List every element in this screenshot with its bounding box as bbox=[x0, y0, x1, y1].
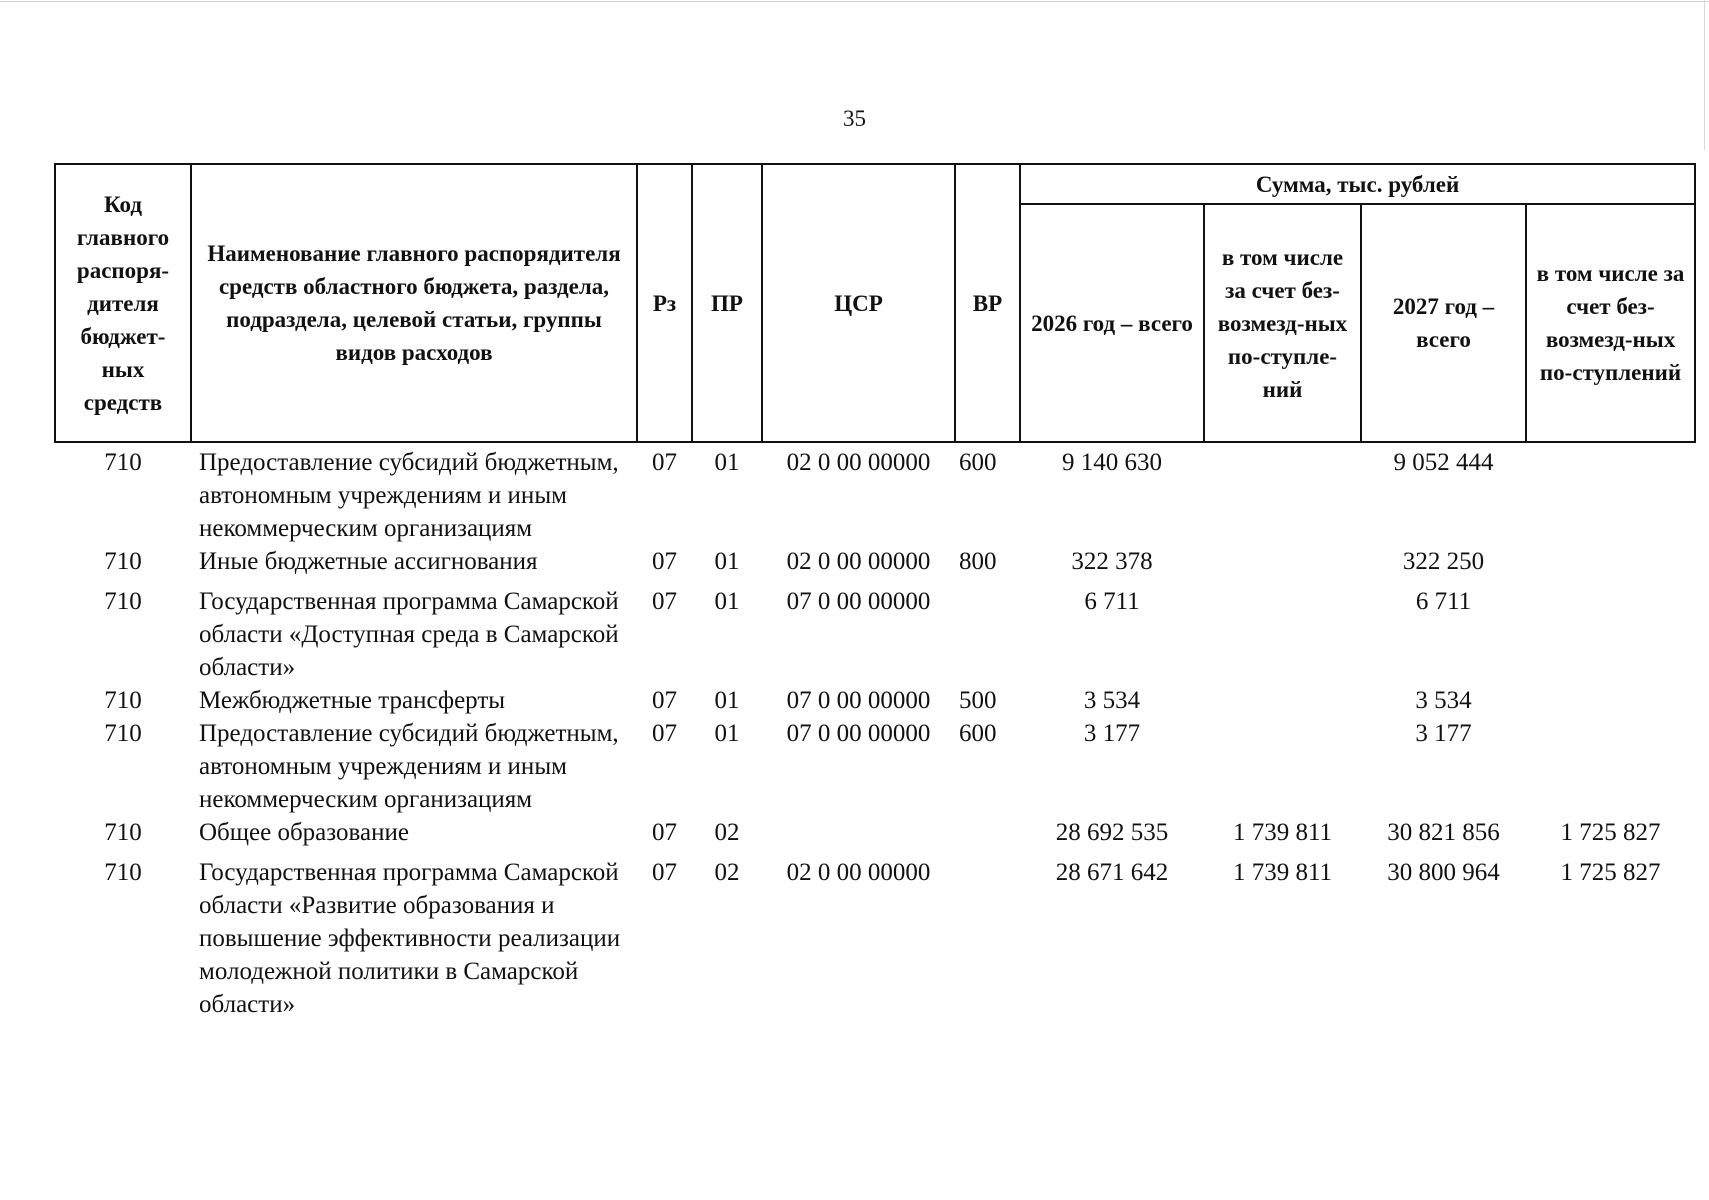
row-name: Государственная программа Самарской области «Доступная среда в Самарской области» bbox=[199, 588, 619, 681]
table-row bbox=[55, 545, 1695, 578]
row-rz: 07 bbox=[652, 687, 677, 714]
row-name: Государственная программа Самарской области «Развитие образования и повышение эффективности реализации молодежной политики в Самарской области» bbox=[199, 859, 621, 1018]
row-code: 710 bbox=[104, 687, 142, 714]
row-code: 710 bbox=[104, 819, 142, 846]
scan-top-edge bbox=[0, 1, 1709, 2]
row-2026-grants bbox=[1204, 684, 1361, 717]
row-rz: 07 bbox=[652, 720, 677, 747]
header-pr: ПР bbox=[692, 164, 762, 442]
row-2027-total: 30 800 964 bbox=[1387, 859, 1500, 886]
row-2026-grants bbox=[1204, 578, 1361, 684]
row-2027-grants bbox=[1526, 545, 1695, 578]
row-vr bbox=[955, 816, 1020, 849]
row-2026-total: 28 671 642 bbox=[1055, 859, 1169, 886]
row-name: Межбюджетные трансферты bbox=[199, 687, 506, 714]
row-2026-total: 3 177 bbox=[1083, 720, 1141, 747]
row-code: 710 bbox=[104, 449, 142, 476]
row-2027-grants: 1 725 827 bbox=[1560, 819, 1661, 846]
table-row bbox=[55, 717, 1695, 816]
table-row bbox=[55, 442, 1695, 545]
row-pr: 01 bbox=[714, 588, 740, 615]
header-2026-grants: в том числе за счет без-возмезд-ных по-ступле-ний bbox=[1204, 204, 1361, 442]
row-rz: 07 bbox=[652, 449, 677, 476]
row-pr: 02 bbox=[714, 819, 740, 846]
row-2027-total: 6 711 bbox=[1415, 588, 1472, 615]
row-name: Иные бюджетные ассигнования bbox=[199, 548, 538, 575]
row-vr: 500 bbox=[959, 687, 997, 714]
row-2026-grants bbox=[1204, 545, 1361, 578]
header-csr: ЦСР bbox=[762, 164, 955, 442]
row-csr: 07 0 00 00000 bbox=[786, 588, 931, 615]
table-header bbox=[55, 164, 1695, 442]
row-2026-total: 6 711 bbox=[1084, 588, 1140, 615]
row-vr: 600 bbox=[959, 449, 997, 476]
row-2027-total: 30 821 856 bbox=[1387, 819, 1500, 846]
table-row bbox=[55, 849, 1695, 1021]
row-2026-total: 322 378 bbox=[1071, 548, 1153, 575]
row-2027-total: 3 534 bbox=[1415, 687, 1472, 714]
row-vr bbox=[955, 849, 1020, 1021]
header-2026-total: 2026 год – всего bbox=[1020, 204, 1204, 442]
row-csr: 07 0 00 00000 bbox=[786, 720, 931, 747]
row-2027-grants bbox=[1526, 717, 1695, 816]
header-2027-grants: в том числе за счет без-возмезд-ных по-ступлений bbox=[1526, 204, 1695, 442]
row-2027-total: 3 177 bbox=[1415, 720, 1472, 747]
row-pr: 01 bbox=[714, 449, 740, 476]
row-rz: 07 bbox=[652, 548, 677, 575]
row-rz: 07 bbox=[652, 859, 677, 886]
row-name: Общее образование bbox=[199, 819, 409, 846]
row-csr bbox=[762, 816, 955, 849]
page-number: 35 bbox=[843, 106, 866, 131]
row-vr: 800 bbox=[959, 548, 997, 575]
header-code: Код главного распоря-дителя бюджет-ных средств bbox=[55, 164, 191, 442]
row-2026-total: 3 534 bbox=[1083, 687, 1141, 714]
row-vr: 600 bbox=[959, 720, 997, 747]
table-body bbox=[55, 442, 1695, 1021]
row-name: Предоставление субсидий бюджетным, автономным учреждениям и иным некоммерческим организациям bbox=[199, 720, 619, 813]
row-rz: 07 bbox=[652, 588, 677, 615]
header-vr: ВР bbox=[955, 164, 1020, 442]
row-2026-grants bbox=[1204, 717, 1361, 816]
row-name: Предоставление субсидий бюджетным, автономным учреждениям и иным некоммерческим организациям bbox=[199, 449, 619, 542]
row-2026-total: 9 140 630 bbox=[1062, 449, 1162, 476]
row-2026-grants: 1 739 811 bbox=[1232, 819, 1333, 846]
row-code: 710 bbox=[104, 859, 142, 886]
row-code: 710 bbox=[104, 720, 142, 747]
row-2027-total: 322 250 bbox=[1402, 548, 1485, 575]
row-2026-grants: 1 739 811 bbox=[1232, 859, 1333, 886]
row-pr: 01 bbox=[714, 687, 740, 714]
header-name: Наименование главного распорядителя средств областного бюджета, раздела, подраздела, целевой статьи, группы видов расходов bbox=[191, 164, 637, 442]
row-code: 710 bbox=[104, 588, 142, 615]
row-csr: 02 0 00 00000 bbox=[786, 548, 931, 575]
row-2027-grants bbox=[1526, 684, 1695, 717]
row-vr bbox=[955, 578, 1020, 684]
row-pr: 01 bbox=[714, 720, 740, 747]
row-pr: 01 bbox=[714, 548, 740, 575]
row-csr: 02 0 00 00000 bbox=[786, 449, 931, 476]
budget-table bbox=[54, 163, 1696, 1021]
row-2027-total: 9 052 444 bbox=[1393, 449, 1494, 476]
table-row bbox=[55, 578, 1695, 684]
row-csr: 07 0 00 00000 bbox=[786, 687, 931, 714]
row-code: 710 bbox=[104, 548, 142, 575]
row-2026-grants bbox=[1204, 442, 1361, 545]
row-2026-total: 28 692 535 bbox=[1055, 819, 1169, 846]
header-rz: Рз bbox=[637, 164, 692, 442]
header-2027-total: 2027 год – всего bbox=[1361, 204, 1526, 442]
row-2027-grants: 1 725 827 bbox=[1560, 859, 1661, 886]
table-row bbox=[55, 816, 1695, 849]
header-sum-group: Сумма, тыс. рублей bbox=[1020, 164, 1695, 204]
row-pr: 02 bbox=[714, 859, 740, 886]
row-2027-grants bbox=[1526, 442, 1695, 545]
row-rz: 07 bbox=[652, 819, 677, 846]
table-row bbox=[55, 684, 1695, 717]
row-csr: 02 0 00 00000 bbox=[786, 859, 931, 886]
row-2027-grants bbox=[1526, 578, 1695, 684]
